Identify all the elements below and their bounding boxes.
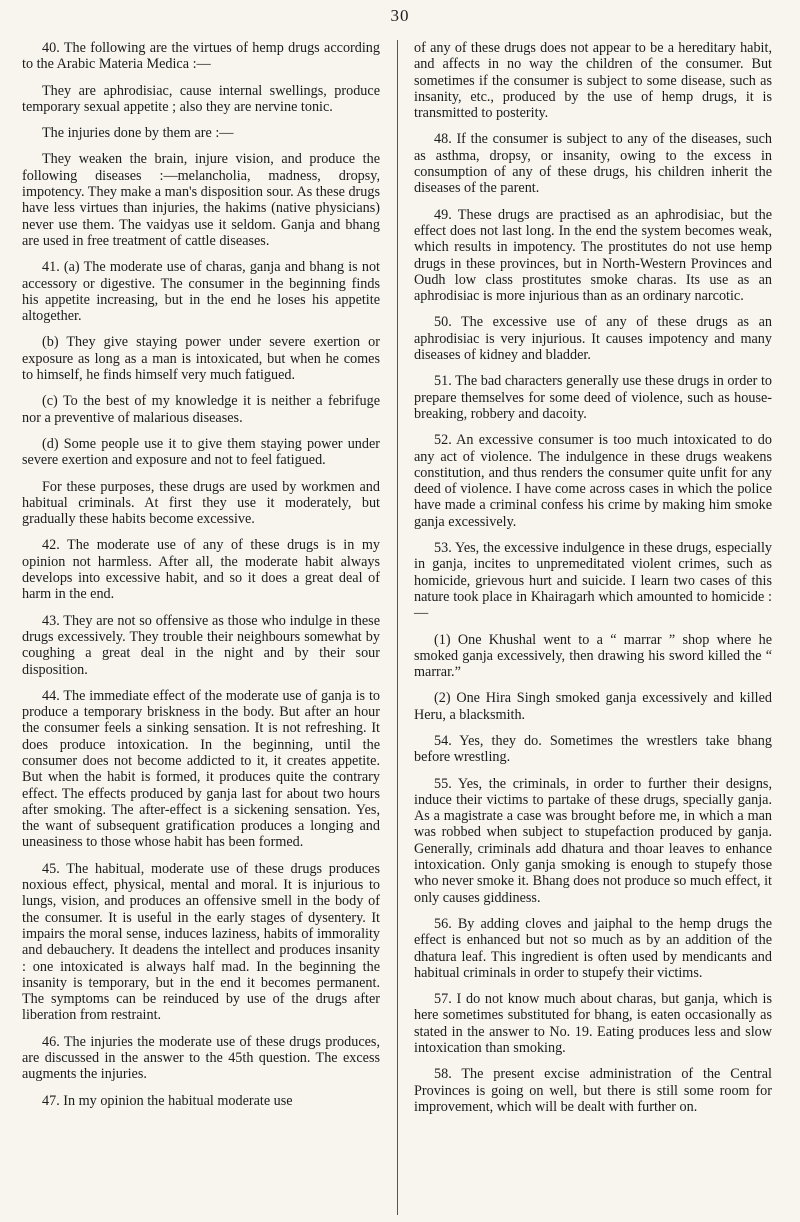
paragraph: 47. In my opinion the habitual moderate use: [42, 1092, 293, 1109]
list-item: (2) One Hira Singh smoked ganja excessively and killed Heru, a blacksmith.: [414, 690, 772, 723]
paragraph: 45. The habitual, moderate use of these drugs produces noxious effect, physical, mental and moral. It is injurious to lungs, vision, and produces an offensive smell in the body of the consumer. It is useful in the early stages of dysentery. It impairs the moral sense, induces laziness, habits of immorality and debauchery. It deadens the intellect and produces insanity : one intoxicated is always half mad. In the beginning the insanity is temporary, but in the end it becomes permanent. The symptoms can be reinduced by use of the drugs after liberation from restraint.: [22, 860, 380, 1024]
paragraph: (c) To the best of my knowledge it is neither a febrifuge nor a preventive of malarious diseases.: [22, 393, 380, 426]
paragraph: 53. Yes, the excessive indulgence in these drugs, especially in ganja, incites to unpremeditated violent crimes, such as homicide, grievous hurt and suicide. I learn two cases of this nature took place in Khairagarh which amounted to homicide : —: [414, 540, 772, 622]
column-divider: [397, 40, 398, 1215]
paragraph: 40. The following are the virtues of hemp drugs according to the Arabic Materia Medica :—: [22, 40, 380, 73]
paragraph: 43. They are not so offensive as those who indulge in these drugs excessively. They trouble their neighbours somewhat by coughing a great deal in the night and by their sour disposition.: [22, 612, 380, 678]
paragraph: 44. The immediate effect of the moderate use of ganja is to produce a temporary briskness in the body. But after an hour the consumer feels a sinking sensation. It is not refreshing. It does produce intoxication. In the beginning, until the consumer does not become addicted to it, it creates appetite. But when the habit is formed, it produces quite the contrary effect. The effects produced by ganja last for about two hours after smoking. The after-effect is a sickening sensation. Yes, the want of subsequent gratification produces a longing and uneasiness to those whose habit has been formed.: [22, 687, 380, 851]
right-column: [414, 40, 772, 1125]
paragraph: of any of these drugs does not appear to be a hereditary habit, and affects in no way the children of the consumer. But sometimes if the consumer is subject to some disease, such as insanity, etc., produced by the use of hemp drugs, it is transmitted to posterity.: [414, 40, 772, 122]
paragraph: 42. The moderate use of any of these drugs is in my opinion not harmless. After all, the moderate habit always develops into excessive habit, and so it does a great deal of harm in the end.: [22, 537, 380, 603]
paragraph: They weaken the brain, injure vision, and produce the following diseases :—melancholia, madness, dropsy, impotency. They make a man's disposition sour. As these drugs have less virtues than injuries, the hakims (native physicians) never use them. The vaidyas use it seldom. Ganja and bhang are used in free treatment of cattle diseases.: [22, 151, 380, 249]
paragraph: 50. The excessive use of any of these drugs as an aphrodisiac is very injurious. It causes impotency and many diseases of kidney and bladder.: [414, 314, 772, 364]
page-number: 30: [390, 6, 410, 25]
paragraph: 41. (a) The moderate use of charas, ganja and bhang is not accessory or digestive. The consumer in the beginning finds his appetite increasing, but in the end he loses his appetite altogether.: [22, 259, 380, 325]
list-item: (1) One Khushal went to a “ marrar ” shop where he smoked ganja excessively, then drawing his sword killed the “ marrar.”: [414, 631, 772, 681]
paragraph: (b) They give staying power under severe exertion or exposure as long as a man is intoxicated, but when he comes to himself, he finds himself very much fatigued.: [22, 334, 380, 384]
paragraph: 49. These drugs are practised as an aphrodisiac, but the effect does not last long. In the end the system becomes weak, which results in impotency. The prostitutes do not use hemp drugs in these provinces, but in North-Western Provinces and Oudh low class prostitutes smoke charas. Its use as an aphrodisiac is more injurious than as an ordinary narcotic.: [414, 206, 772, 305]
paragraph: For these purposes, these drugs are used by workmen and habitual criminals. At first they use it moderately, but gradually these habits become excessive.: [22, 478, 380, 528]
left-column: [22, 40, 380, 1119]
paragraph: The injuries done by them are :—: [42, 125, 234, 142]
paragraph: 56. By adding cloves and jaiphal to the hemp drugs the effect is enhanced but not so much as by an addition of the dhatura leaf. This ingredient is often used by mendicants and habitual criminals in order to stupefy their victims.: [414, 915, 772, 981]
paragraph: (d) Some people use it to give them staying power under severe exertion and exposure and not to feel fatigued.: [22, 435, 380, 469]
paragraph: 52. An excessive consumer is too much intoxicated to do any act of violence. The indulgence in these drugs weakens constitution, and thus renders the consumer quite unfit for any deed of violence. I have come across cases in which the police have made a criminal confess his crime by making him smoke ganja excessively.: [414, 432, 772, 530]
paragraph: They are aphrodisiac, cause internal swellings, produce temporary sexual appetite ; also they are nervine tonic.: [22, 82, 380, 115]
paragraph: 55. Yes, the criminals, in order to further their designs, induce their victims to partake of these drugs, specially ganja. As a magistrate a case was brought before me, in which a man was robbed when subject to stupefaction produced by ganja. Generally, criminals add dhatura and thoar leaves to enhance intoxication. Only ganja smoking is enough to stupefy those who never smoke it. Bhang does not produce so much effect, it only causes giddiness.: [414, 775, 772, 906]
paragraph: 46. The injuries the moderate use of these drugs produces, are discussed in the answer to the 45th question. The excess augments the injuries.: [22, 1033, 380, 1083]
paragraph: 54. Yes, they do. Sometimes the wrestlers take bhang before wrestling.: [414, 732, 772, 766]
paragraph: 58. The present excise administration of the Central Provinces is going on well, but there is still some room for improvement, which will be dealt with further on.: [414, 1066, 772, 1115]
paragraph: 48. If the consumer is subject to any of the diseases, such as asthma, dropsy, or insanity, owing to the excess in consumption of any of these drugs, his children inherit the diseases of the parent.: [414, 131, 772, 197]
paragraph: 57. I do not know much about charas, but ganja, which is here sometimes substituted for bhang, is eaten occasionally as stated in the answer to No. 19. Eating produces less and slow intoxication than smoking.: [414, 991, 772, 1057]
paragraph: 51. The bad characters generally use these drugs in order to prepare themselves for some deed of violence, such as house-breaking, robbery and dacoity.: [414, 373, 772, 422]
